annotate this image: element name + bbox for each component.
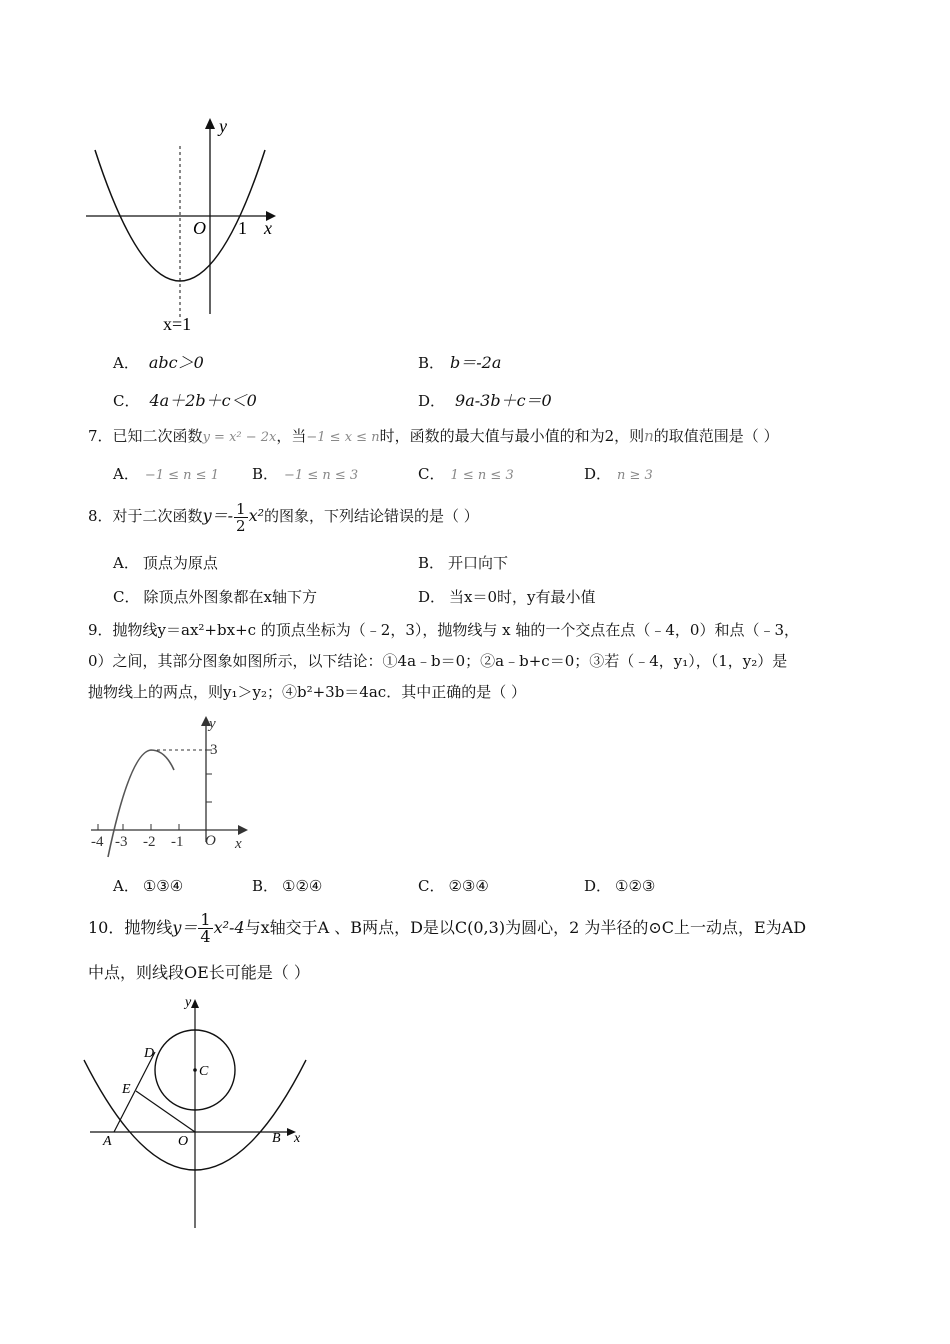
option-label: B． bbox=[252, 465, 279, 483]
option-text: 4a＋2b＋c＜0 bbox=[149, 391, 257, 410]
q7-function: y = x² − 2x bbox=[202, 430, 277, 445]
option-label: A． bbox=[113, 554, 139, 572]
q9-option-b[interactable] bbox=[252, 875, 322, 896]
option-text: 当x＝0时，y有最小值 bbox=[449, 588, 596, 606]
y-axis-arrow-icon bbox=[205, 118, 215, 129]
option-label: C． bbox=[418, 877, 445, 895]
q7-n: n bbox=[644, 427, 654, 445]
q10-rhs: x²-4 bbox=[213, 918, 245, 937]
q7-option-c[interactable] bbox=[418, 463, 514, 484]
tick-label-m1: -1 bbox=[171, 834, 184, 850]
option-text: n ≥ 3 bbox=[617, 468, 653, 483]
q7-text-4: 的取值范围是（ ） bbox=[653, 427, 779, 445]
y-axis-arrow-icon bbox=[191, 999, 199, 1008]
question-7-stem bbox=[88, 426, 779, 448]
d-label: D bbox=[144, 1046, 155, 1061]
option-label: D． bbox=[584, 465, 612, 483]
option-label: C． bbox=[113, 588, 140, 606]
q9-option-a[interactable] bbox=[113, 875, 183, 896]
option-label: C． bbox=[113, 392, 140, 410]
option-text: 除顶点外图象都在x轴下方 bbox=[143, 588, 317, 606]
q8-option-b[interactable] bbox=[418, 552, 508, 573]
q7-text-3: 时，函数的最大值与最小值的和为2，则 bbox=[379, 427, 645, 445]
q7-text-2: ，当 bbox=[276, 427, 307, 445]
question-9-line-3: 抛物线上的两点，则y₁＞y₂；④b²+3b＝4ac．其中正确的是（ ） bbox=[88, 683, 526, 701]
q10-text-2: 与x轴交于A 、B两点，D是以C(0,3)为圆心，2 为半径的⊙C上一动点，E为AD bbox=[244, 918, 807, 937]
o-label: O bbox=[178, 1134, 189, 1149]
option-label: D． bbox=[584, 877, 612, 895]
figure-parabola-q9 bbox=[85, 712, 255, 864]
origin-label: O bbox=[193, 218, 206, 238]
option-text: 9a-3b＋c＝0 bbox=[455, 391, 552, 410]
tick-label-m2: -2 bbox=[143, 834, 156, 850]
q7-option-b[interactable] bbox=[252, 463, 358, 484]
one-label: 1 bbox=[238, 218, 247, 238]
q8-text-1: 对于二次函数 bbox=[112, 507, 203, 525]
option-label: D． bbox=[418, 392, 446, 410]
question-number: 8． bbox=[88, 507, 113, 525]
q7-condition: −1 ≤ x ≤ n bbox=[306, 430, 380, 445]
q8-text-2: 的图象，下列结论错误的是（ ） bbox=[264, 507, 479, 525]
tick-label-m4: -4 bbox=[91, 834, 104, 850]
q8-option-c[interactable] bbox=[113, 586, 317, 607]
option-label: D． bbox=[418, 588, 446, 606]
c-label: C bbox=[199, 1064, 209, 1079]
option-label: B． bbox=[252, 877, 279, 895]
segment-ad bbox=[114, 1052, 155, 1132]
q10-text-1: 10．抛物线 bbox=[88, 918, 173, 937]
x-label: x bbox=[264, 218, 272, 238]
option-text: ①②③ bbox=[615, 877, 656, 895]
option-text: ①③④ bbox=[142, 877, 184, 895]
q9-option-c[interactable] bbox=[418, 875, 489, 896]
q8-rhs: x² bbox=[248, 506, 264, 525]
fraction-denominator: 2 bbox=[236, 516, 246, 535]
question-number: 7． bbox=[88, 427, 113, 445]
q9-option-d[interactable] bbox=[584, 875, 655, 896]
option-text: −1 ≤ n ≤ 3 bbox=[284, 468, 359, 483]
axis-x1-label: x=1 bbox=[163, 314, 192, 334]
y-label: y bbox=[185, 995, 192, 1010]
option-text: 1 ≤ n ≤ 3 bbox=[450, 468, 514, 483]
tick-label-m3: -3 bbox=[115, 834, 128, 850]
option-label: A． bbox=[113, 465, 139, 483]
option-label: A． bbox=[113, 877, 139, 895]
origin-label: O bbox=[205, 833, 216, 849]
q8-option-d[interactable] bbox=[418, 586, 596, 607]
fraction-numerator: 1 bbox=[200, 910, 211, 929]
q8-fraction bbox=[234, 501, 248, 534]
q7-option-d[interactable] bbox=[584, 463, 653, 484]
option-label: C． bbox=[418, 465, 445, 483]
option-text: abc＞0 bbox=[148, 353, 204, 372]
x-axis-arrow-icon bbox=[238, 825, 248, 835]
question-9-line-2: 0）之间，其部分图象如图所示，以下结论：①4a﹣b＝0；②a﹣b+c＝0；③若（﹣4，y₁），（1，y₂）是 bbox=[88, 652, 788, 670]
question-8-stem bbox=[88, 498, 479, 534]
option-text: 顶点为原点 bbox=[142, 554, 218, 572]
e-label: E bbox=[122, 1082, 131, 1097]
y-label: y bbox=[209, 716, 216, 732]
x-label: x bbox=[235, 836, 242, 852]
q6-option-b[interactable] bbox=[418, 350, 501, 373]
center-point bbox=[193, 1068, 197, 1072]
q8-option-a[interactable] bbox=[113, 552, 218, 573]
fraction-denominator: 4 bbox=[200, 927, 211, 946]
q10-fraction bbox=[198, 912, 212, 945]
q7-option-a[interactable] bbox=[113, 463, 219, 484]
question-9-line-1: 9．抛物线y＝ax²+bx+c 的顶点坐标为（﹣2，3），抛物线与 x 轴的一个交点在点（﹣4，0）和点（﹣3， bbox=[88, 621, 800, 639]
b-label: B bbox=[272, 1131, 281, 1146]
q6-option-d[interactable] bbox=[418, 388, 552, 411]
fraction-numerator: 1 bbox=[236, 499, 246, 518]
option-text: b＝-2a bbox=[450, 353, 502, 372]
option-text: 开口向下 bbox=[448, 554, 509, 572]
a-label: A bbox=[103, 1134, 112, 1149]
q7-text-1: 已知二次函数 bbox=[112, 427, 203, 445]
question-10-line-2: 中点，则线段OE长可能是（ ） bbox=[88, 963, 310, 982]
option-text: ②③④ bbox=[448, 877, 489, 895]
three-label: 3 bbox=[210, 742, 218, 758]
q10-lhs: y＝ bbox=[172, 918, 198, 937]
q8-lhs: y＝- bbox=[202, 506, 234, 525]
option-label: B． bbox=[418, 554, 445, 572]
figure-parabola-q6 bbox=[80, 112, 290, 337]
option-label: B． bbox=[418, 354, 445, 372]
question-10-stem bbox=[88, 910, 806, 946]
figure-parabola-circle-q10 bbox=[80, 990, 320, 1230]
q6-option-c[interactable] bbox=[113, 388, 257, 411]
option-label: A． bbox=[113, 354, 139, 372]
option-text: ①②④ bbox=[282, 877, 323, 895]
y-label: y bbox=[219, 116, 227, 136]
x-label: x bbox=[294, 1131, 301, 1146]
option-text: −1 ≤ n ≤ 1 bbox=[144, 468, 219, 483]
q6-option-a[interactable] bbox=[113, 350, 204, 373]
